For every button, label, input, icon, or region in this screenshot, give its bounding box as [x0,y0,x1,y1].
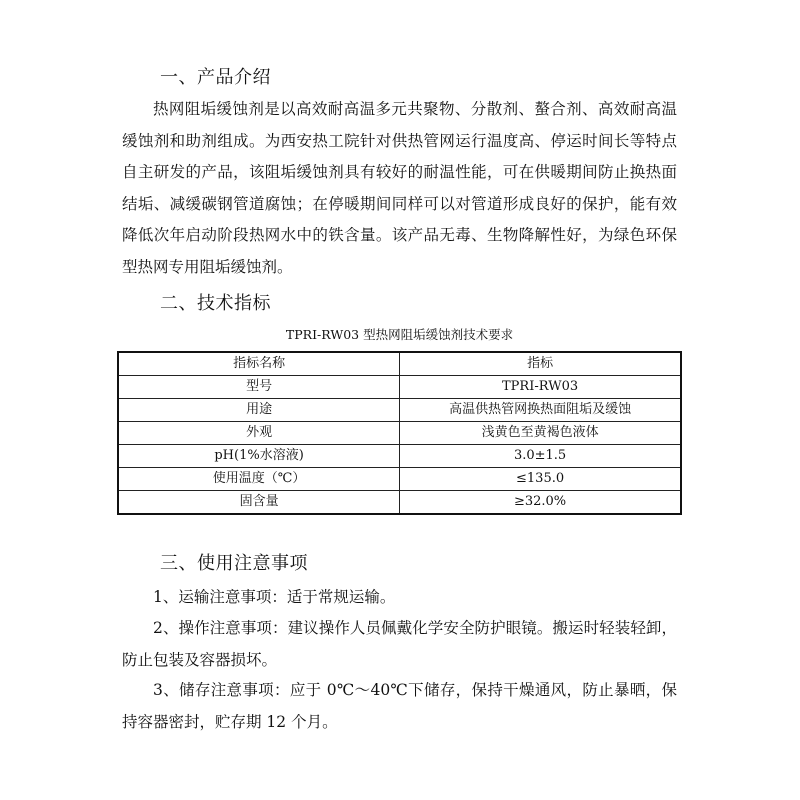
table-cell: 外观 [118,422,400,445]
table-row [118,491,681,515]
table-row [118,445,681,468]
section-heading-usage-notes: 三、使用注意事项 [160,553,308,574]
table-row [118,422,681,445]
table-cell: 浅黄色至黄褐色液体 [400,422,681,445]
table-cell: 固含量 [118,491,400,515]
table-cell: TPRI-RW03 [400,376,681,399]
section-heading-tech-specs: 二、技术指标 [160,293,271,314]
table-cell: pH(1%水溶液) [118,445,400,468]
note-storage: 3、储存注意事项：应于 0℃～40℃下储存，保持干燥通风，防止暴晒，保持容器密封，贮存期 12 个月。 [122,681,677,731]
section-heading-product-intro: 一、产品介绍 [160,67,271,88]
table-cell: ≤135.0 [400,468,681,491]
table-title: TPRI-RW03 型热网阻垢缓蚀剂技术要求 [285,327,514,342]
note-transport: 1、运输注意事项：适于常规运输。 [153,588,396,606]
table-cell: ≥32.0% [400,491,681,515]
table-row [118,468,681,491]
table-row [118,376,681,399]
table-cell: 3.0±1.5 [400,445,681,468]
table-cell: 使用温度（℃） [118,468,400,491]
table-cell: 用途 [118,399,400,422]
table-header-cell: 指标 [400,352,681,376]
table-header-row [118,352,681,376]
table-cell: 型号 [118,376,400,399]
table-header-cell: 指标名称 [118,352,400,376]
product-intro-paragraph: 热网阻垢缓蚀剂是以高效耐高温多元共聚物、分散剂、螯合剂、高效耐高温缓蚀剂和助剂组成。为西安热工院针对供热管网运行温度高、停运时间长等特点自主研发的产品，该阻垢缓蚀剂具有较好的耐温性能，可在供暖期间防止换热面结垢、减缓碳钢管道腐蚀；在停暖期间同样可以对管道形成良好的保护，能有效降低次年启动阶段热网水中的铁含量。该产品无毒、生物降解性好，为绿色环保型热网专用阻垢缓蚀剂。 [122,100,677,276]
spec-table [117,351,682,515]
table-row [118,399,681,422]
note-operation: 2、操作注意事项：建议操作人员佩戴化学安全防护眼镜。搬运时轻装轻卸，防止包装及容器损坏。 [122,619,677,669]
table-cell: 高温供热管网换热面阻垢及缓蚀 [400,399,681,422]
